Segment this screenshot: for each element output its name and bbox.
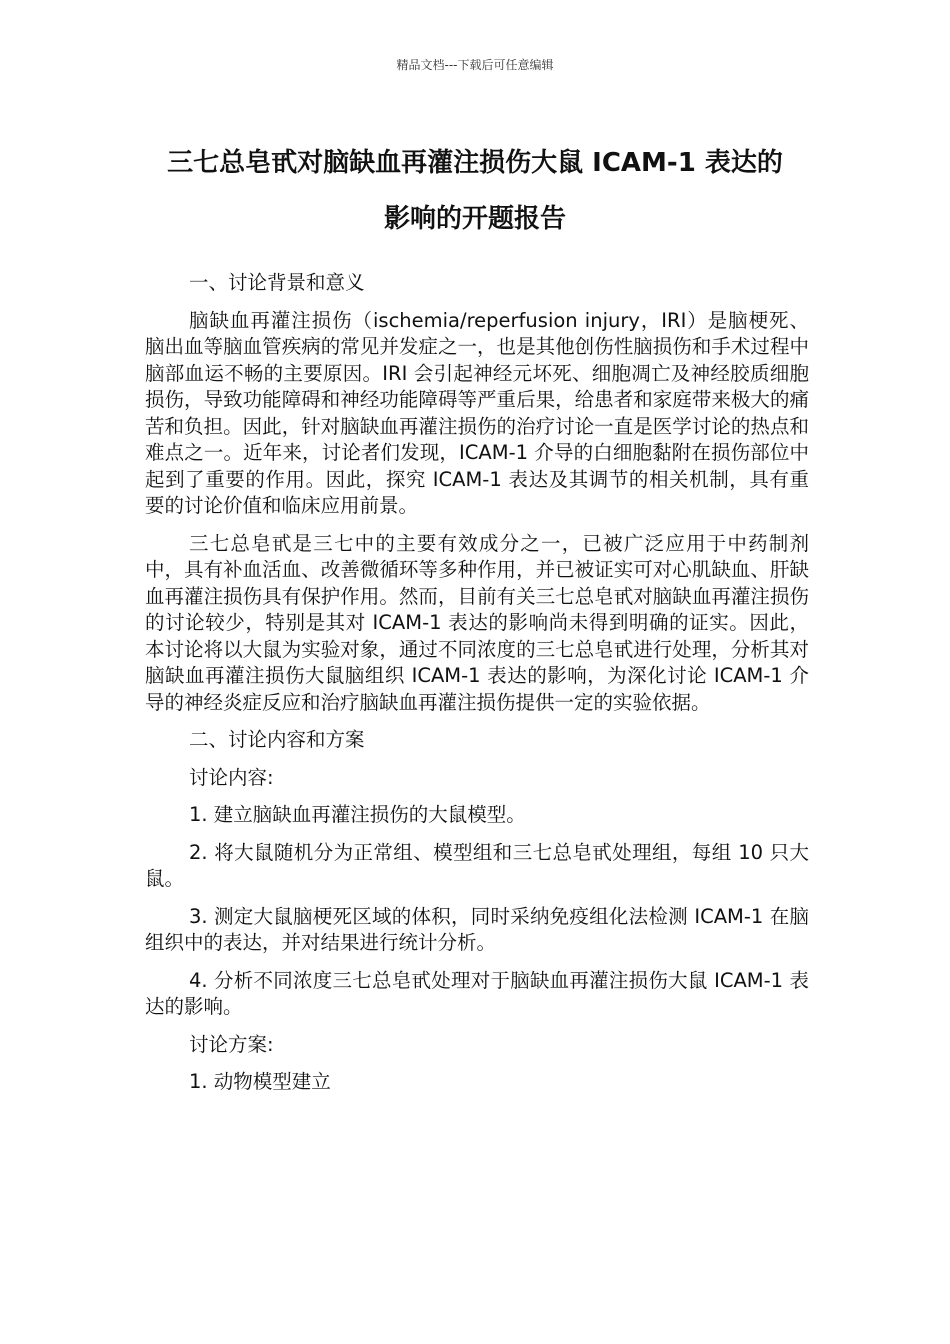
plan-item-1: 1. 动物模型建立 bbox=[189, 1070, 331, 1093]
content-item-3: 3. 测定大鼠脑梗死区域的体积，同时采纳免疫组化法检测 ICAM-1 在脑组织中的表达，并对结果进行统计分析。 bbox=[145, 904, 809, 954]
plan-label: 讨论方案: bbox=[189, 1032, 274, 1056]
document-title bbox=[100, 135, 850, 247]
document-title-line-1: 三七总皂甙对脑缺血再灌注损伤大鼠 ICAM-1 表达的 bbox=[167, 148, 783, 178]
content-item-1: 1. 建立脑缺血再灌注损伤的大鼠模型。 bbox=[189, 803, 526, 826]
page-header-note: 精品文档---下载后可任意编辑 bbox=[396, 58, 554, 72]
background-paragraph-1: 脑缺血再灌注损伤（ischemia/reperfusion injury，IRI）是脑梗死、脑出血等脑血管疾病的常见并发症之一，也是其他创伤性脑损伤和手术过程中脑部血运不畅的主要原因。IRI 会引起神经元坏死、细胞凋亡及神经胶质细胞损伤，导致功能障碍和神经功能障碍等严重后果，给患者和家庭带来极大的痛苦和负担。因此，针对脑缺血再灌注损伤的治疗讨论一直是医学讨论的热点和难点之一。近年来，讨论者们发现，ICAM-1 介导的白细胞黏附在损伤部位中起到了重要的作用。因此，探究 ICAM-1 表达及其调节的相关机制，具有重要的讨论价值和临床应用前景。 bbox=[145, 308, 809, 517]
document-body bbox=[145, 270, 809, 1107]
section-2-heading: 二、讨论内容和方案 bbox=[189, 728, 365, 751]
background-paragraph-2: 三七总皂甙是三七中的主要有效成分之一，已被广泛应用于中药制剂中，具有补血活血、改善微循环等多种作用，并已被证实可对心肌缺血、肝缺血再灌注损伤具有保护作用。然而，目前有关三七总皂甙对脑缺血再灌注损伤的讨论较少，特别是其对 ICAM-1 表达的影响尚未得到明确的证实。因此，本讨论将以大鼠为实验对象，通过不同浓度的三七总皂甙进行处理，分析其对脑缺血再灌注损伤大鼠脑组织 ICAM-1 表达的影响，为深化讨论 ICAM-1 介导的神经炎症反应和治疗脑缺血再灌注损伤提供一定的实验依据。 bbox=[145, 531, 809, 714]
content-item-4: 4. 分析不同浓度三七总皂甙处理对于脑缺血再灌注损伤大鼠 ICAM-1 表达的影响。 bbox=[145, 968, 809, 1018]
document-title-line-2: 影响的开题报告 bbox=[383, 204, 566, 234]
content-label: 讨论内容: bbox=[189, 765, 274, 789]
content-item-2: 2. 将大鼠随机分为正常组、模型组和三七总皂甙处理组，每组 10 只大鼠。 bbox=[145, 840, 809, 890]
section-1-heading: 一、讨论背景和意义 bbox=[189, 271, 365, 294]
